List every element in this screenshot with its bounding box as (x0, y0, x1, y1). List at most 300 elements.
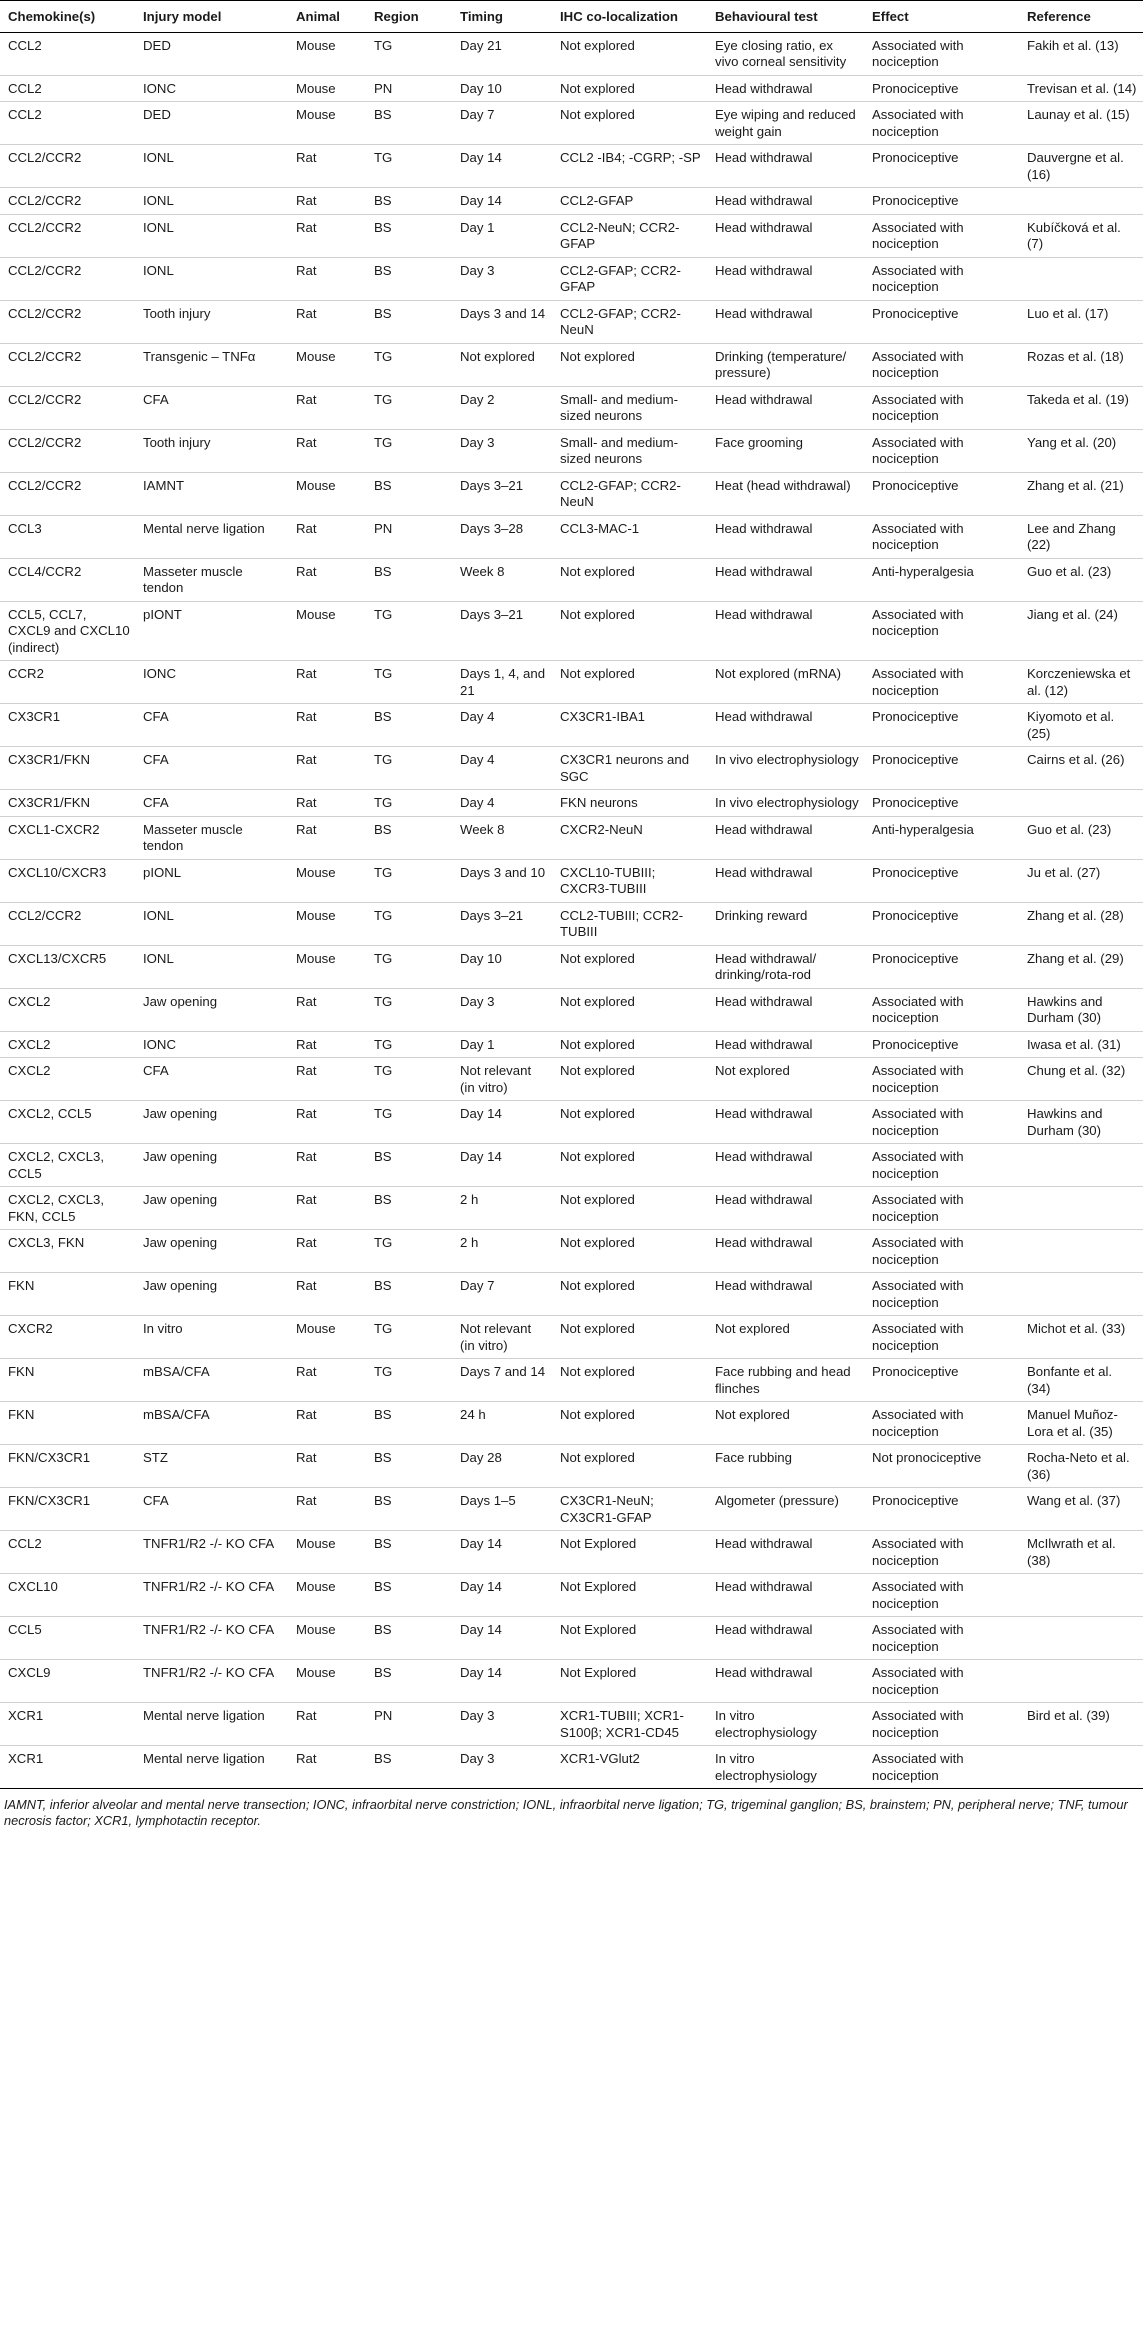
reference-cell: Kubíčková et al. (7) (1019, 214, 1143, 257)
injury-model-cell: IONL (135, 214, 288, 257)
table-row (0, 300, 1143, 343)
effect-cell: Associated with nociception (864, 429, 1019, 472)
ihc-cell: Small- and medium-sized neurons (552, 386, 707, 429)
header-timing: Timing (452, 1, 552, 33)
injury-model-cell: Jaw opening (135, 1144, 288, 1187)
reference-cell (1019, 1187, 1143, 1230)
region-cell: TG (366, 945, 452, 988)
effect-cell: Pronociceptive (864, 747, 1019, 790)
reference-cell: Manuel Muñoz-Lora et al. (35) (1019, 1402, 1143, 1445)
injury-model-cell: DED (135, 102, 288, 145)
behavioural-test-cell: Heat (head withdrawal) (707, 472, 864, 515)
ihc-cell: Not explored (552, 1273, 707, 1316)
effect-cell: Pronociceptive (864, 188, 1019, 215)
injury-model-cell: Mental nerve ligation (135, 1746, 288, 1789)
chemokine-cell: CXCL2, CXCL3, FKN, CCL5 (0, 1187, 135, 1230)
ihc-cell: Not explored (552, 1031, 707, 1058)
region-cell: TG (366, 1359, 452, 1402)
ihc-cell: Not explored (552, 1144, 707, 1187)
ihc-cell: Not explored (552, 1058, 707, 1101)
animal-cell: Mouse (288, 1574, 366, 1617)
table-row (0, 1058, 1143, 1101)
behavioural-test-cell: Drinking reward (707, 902, 864, 945)
animal-cell: Rat (288, 429, 366, 472)
behavioural-test-cell: Head withdrawal (707, 601, 864, 661)
chemokine-cell: CXCL2, CXCL3, CCL5 (0, 1144, 135, 1187)
region-cell: BS (366, 558, 452, 601)
timing-cell: Week 8 (452, 558, 552, 601)
animal-cell: Mouse (288, 902, 366, 945)
ihc-cell: FKN neurons (552, 790, 707, 817)
ihc-cell: CCL2-GFAP; CCR2-NeuN (552, 300, 707, 343)
region-cell: BS (366, 1187, 452, 1230)
ihc-cell: CCL3-MAC-1 (552, 515, 707, 558)
injury-model-cell: Jaw opening (135, 988, 288, 1031)
chemokine-cell: CXCR2 (0, 1316, 135, 1359)
table-row (0, 145, 1143, 188)
injury-model-cell: Mental nerve ligation (135, 1703, 288, 1746)
behavioural-test-cell: Face rubbing (707, 1445, 864, 1488)
injury-model-cell: Jaw opening (135, 1273, 288, 1316)
ihc-cell: Not explored (552, 1101, 707, 1144)
timing-cell: Day 7 (452, 1273, 552, 1316)
effect-cell: Associated with nociception (864, 1402, 1019, 1445)
ihc-cell: CCL2-GFAP (552, 188, 707, 215)
ihc-cell: Not explored (552, 601, 707, 661)
region-cell: BS (366, 1445, 452, 1488)
chemokine-cell: CCL2/CCR2 (0, 472, 135, 515)
reference-cell (1019, 1574, 1143, 1617)
injury-model-cell: TNFR1/R2 -/- KO CFA (135, 1617, 288, 1660)
timing-cell: Day 14 (452, 1617, 552, 1660)
table-row (0, 902, 1143, 945)
chemokine-cell: CCL2/CCR2 (0, 145, 135, 188)
chemokine-cell: CCL2/CCR2 (0, 343, 135, 386)
region-cell: BS (366, 102, 452, 145)
table-row (0, 859, 1143, 902)
effect-cell: Associated with nociception (864, 102, 1019, 145)
ihc-cell: CX3CR1 neurons and SGC (552, 747, 707, 790)
injury-model-cell: Transgenic – TNFα (135, 343, 288, 386)
ihc-cell: Not explored (552, 75, 707, 102)
ihc-cell: Not explored (552, 32, 707, 75)
reference-cell: Iwasa et al. (31) (1019, 1031, 1143, 1058)
table-row (0, 1144, 1143, 1187)
animal-cell: Rat (288, 515, 366, 558)
ihc-cell: Not explored (552, 1316, 707, 1359)
timing-cell: Days 1–5 (452, 1488, 552, 1531)
region-cell: BS (366, 704, 452, 747)
timing-cell: Days 3–21 (452, 472, 552, 515)
animal-cell: Rat (288, 1402, 366, 1445)
animal-cell: Rat (288, 790, 366, 817)
timing-cell: 24 h (452, 1402, 552, 1445)
effect-cell: Pronociceptive (864, 859, 1019, 902)
injury-model-cell: IAMNT (135, 472, 288, 515)
region-cell: PN (366, 515, 452, 558)
reference-cell: Chung et al. (32) (1019, 1058, 1143, 1101)
behavioural-test-cell: Head withdrawal (707, 75, 864, 102)
region-cell: BS (366, 1488, 452, 1531)
ihc-cell: Not explored (552, 1402, 707, 1445)
reference-cell: Korczeniewska et al. (12) (1019, 661, 1143, 704)
chemokine-cell: CXCL10/CXCR3 (0, 859, 135, 902)
region-cell: BS (366, 214, 452, 257)
injury-model-cell: IONL (135, 145, 288, 188)
table-row (0, 75, 1143, 102)
header-reference: Reference (1019, 1, 1143, 33)
reference-cell: Wang et al. (37) (1019, 1488, 1143, 1531)
behavioural-test-cell: Head withdrawal (707, 188, 864, 215)
region-cell: TG (366, 145, 452, 188)
animal-cell: Mouse (288, 601, 366, 661)
region-cell: BS (366, 1660, 452, 1703)
injury-model-cell: mBSA/CFA (135, 1402, 288, 1445)
region-cell: TG (366, 790, 452, 817)
reference-cell (1019, 1144, 1143, 1187)
chemokine-cell: CCL2 (0, 75, 135, 102)
chemokine-cell: CCL5, CCL7, CXCL9 and CXCL10 (indirect) (0, 601, 135, 661)
table-row (0, 343, 1143, 386)
ihc-cell: CCL2-GFAP; CCR2-GFAP (552, 257, 707, 300)
table-row (0, 32, 1143, 75)
ihc-cell: CX3CR1-IBA1 (552, 704, 707, 747)
effect-cell: Pronociceptive (864, 300, 1019, 343)
reference-cell: Kiyomoto et al. (25) (1019, 704, 1143, 747)
timing-cell: Not relevant (in vitro) (452, 1316, 552, 1359)
behavioural-test-cell: Head withdrawal (707, 257, 864, 300)
region-cell: TG (366, 1058, 452, 1101)
animal-cell: Rat (288, 1144, 366, 1187)
timing-cell: 2 h (452, 1187, 552, 1230)
animal-cell: Rat (288, 1187, 366, 1230)
animal-cell: Rat (288, 661, 366, 704)
header-effect: Effect (864, 1, 1019, 33)
reference-cell (1019, 257, 1143, 300)
timing-cell: Days 3 and 10 (452, 859, 552, 902)
reference-cell (1019, 1230, 1143, 1273)
animal-cell: Mouse (288, 472, 366, 515)
animal-cell: Rat (288, 1230, 366, 1273)
injury-model-cell: IONC (135, 661, 288, 704)
effect-cell: Pronociceptive (864, 145, 1019, 188)
table-row (0, 515, 1143, 558)
behavioural-test-cell: Head withdrawal (707, 300, 864, 343)
injury-model-cell: In vitro (135, 1316, 288, 1359)
behavioural-test-cell: Not explored (707, 1058, 864, 1101)
behavioural-test-cell: Face grooming (707, 429, 864, 472)
region-cell: TG (366, 1230, 452, 1273)
table-row (0, 1488, 1143, 1531)
injury-model-cell: TNFR1/R2 -/- KO CFA (135, 1574, 288, 1617)
timing-cell: Not relevant (in vitro) (452, 1058, 552, 1101)
injury-model-cell: CFA (135, 386, 288, 429)
timing-cell: Day 4 (452, 790, 552, 817)
timing-cell: Day 14 (452, 1660, 552, 1703)
table-row (0, 257, 1143, 300)
behavioural-test-cell: Not explored (mRNA) (707, 661, 864, 704)
region-cell: PN (366, 75, 452, 102)
region-cell: BS (366, 472, 452, 515)
header-animal: Animal (288, 1, 366, 33)
effect-cell: Associated with nociception (864, 386, 1019, 429)
chemokine-cell: FKN (0, 1359, 135, 1402)
effect-cell: Associated with nociception (864, 1531, 1019, 1574)
reference-cell: Guo et al. (23) (1019, 558, 1143, 601)
header-region: Region (366, 1, 452, 33)
timing-cell: Day 10 (452, 945, 552, 988)
behavioural-test-cell: Head withdrawal (707, 1101, 864, 1144)
timing-cell: Day 3 (452, 257, 552, 300)
animal-cell: Rat (288, 1101, 366, 1144)
chemokine-cell: CX3CR1 (0, 704, 135, 747)
reference-cell: Ju et al. (27) (1019, 859, 1143, 902)
timing-cell: Day 14 (452, 1531, 552, 1574)
ihc-cell: Not Explored (552, 1531, 707, 1574)
region-cell: PN (366, 1703, 452, 1746)
region-cell: BS (366, 1617, 452, 1660)
effect-cell: Associated with nociception (864, 1101, 1019, 1144)
chemokine-cell: CCL2/CCR2 (0, 214, 135, 257)
table-row (0, 747, 1143, 790)
animal-cell: Rat (288, 1488, 366, 1531)
reference-cell: Rozas et al. (18) (1019, 343, 1143, 386)
ihc-cell: Not Explored (552, 1617, 707, 1660)
ihc-cell: Not explored (552, 1187, 707, 1230)
ihc-cell: Not Explored (552, 1660, 707, 1703)
ihc-cell: Not explored (552, 1445, 707, 1488)
timing-cell: Day 2 (452, 386, 552, 429)
timing-cell: Days 3–28 (452, 515, 552, 558)
effect-cell: Associated with nociception (864, 515, 1019, 558)
animal-cell: Mouse (288, 859, 366, 902)
injury-model-cell: CFA (135, 1488, 288, 1531)
timing-cell: Day 14 (452, 145, 552, 188)
behavioural-test-cell: Head withdrawal/ drinking/rota-rod (707, 945, 864, 988)
animal-cell: Rat (288, 214, 366, 257)
behavioural-test-cell: Algometer (pressure) (707, 1488, 864, 1531)
animal-cell: Mouse (288, 1617, 366, 1660)
animal-cell: Mouse (288, 75, 366, 102)
injury-model-cell: Mental nerve ligation (135, 515, 288, 558)
table-row (0, 386, 1143, 429)
reference-cell: Bird et al. (39) (1019, 1703, 1143, 1746)
timing-cell: Days 3 and 14 (452, 300, 552, 343)
reference-cell: Lee and Zhang (22) (1019, 515, 1143, 558)
injury-model-cell: CFA (135, 704, 288, 747)
table-row (0, 601, 1143, 661)
table-row (0, 1230, 1143, 1273)
chemokine-cell: CCL2 (0, 32, 135, 75)
injury-model-cell: Jaw opening (135, 1101, 288, 1144)
reference-cell: Trevisan et al. (14) (1019, 75, 1143, 102)
injury-model-cell: IONL (135, 188, 288, 215)
region-cell: BS (366, 300, 452, 343)
behavioural-test-cell: Head withdrawal (707, 1273, 864, 1316)
behavioural-test-cell: Head withdrawal (707, 1531, 864, 1574)
region-cell: TG (366, 661, 452, 704)
ihc-cell: CCL2-GFAP; CCR2-NeuN (552, 472, 707, 515)
animal-cell: Rat (288, 816, 366, 859)
effect-cell: Associated with nociception (864, 32, 1019, 75)
injury-model-cell: mBSA/CFA (135, 1359, 288, 1402)
animal-cell: Rat (288, 1746, 366, 1789)
chemokine-cell: CCL2/CCR2 (0, 300, 135, 343)
behavioural-test-cell: Head withdrawal (707, 1574, 864, 1617)
timing-cell: Day 7 (452, 102, 552, 145)
table-footnote: IAMNT, inferior alveolar and mental nerve transection; IONC, infraorbital nerve constriction; IONL, infraorbital nerve ligation; TG, trigeminal ganglion; BS, brainstem; PN, peripheral nerve; TNF, tumour necrosis factor; XCR1, lymphotactin receptor. (4, 1797, 1128, 1828)
behavioural-test-cell: Head withdrawal (707, 558, 864, 601)
behavioural-test-cell: Eye wiping and reduced weight gain (707, 102, 864, 145)
injury-model-cell: pIONL (135, 859, 288, 902)
animal-cell: Rat (288, 1445, 366, 1488)
ihc-cell: Not explored (552, 343, 707, 386)
animal-cell: Rat (288, 1031, 366, 1058)
table-row (0, 945, 1143, 988)
chemokine-cell: FKN/CX3CR1 (0, 1488, 135, 1531)
injury-model-cell: CFA (135, 1058, 288, 1101)
chemokine-cell: CCL3 (0, 515, 135, 558)
injury-model-cell: IONL (135, 945, 288, 988)
chemokine-cell: CCR2 (0, 661, 135, 704)
reference-cell: Rocha-Neto et al. (36) (1019, 1445, 1143, 1488)
timing-cell: Days 3–21 (452, 601, 552, 661)
reference-cell: Zhang et al. (28) (1019, 902, 1143, 945)
timing-cell: Day 1 (452, 214, 552, 257)
animal-cell: Rat (288, 1058, 366, 1101)
behavioural-test-cell: Head withdrawal (707, 1230, 864, 1273)
region-cell: BS (366, 1574, 452, 1617)
behavioural-test-cell: Head withdrawal (707, 1187, 864, 1230)
table-row (0, 1316, 1143, 1359)
injury-model-cell: DED (135, 32, 288, 75)
timing-cell: Days 7 and 14 (452, 1359, 552, 1402)
effect-cell: Associated with nociception (864, 1187, 1019, 1230)
timing-cell: Not explored (452, 343, 552, 386)
chemokine-cell: CXCL2 (0, 988, 135, 1031)
effect-cell: Pronociceptive (864, 790, 1019, 817)
ihc-cell: Not explored (552, 661, 707, 704)
reference-cell (1019, 188, 1143, 215)
effect-cell: Associated with nociception (864, 988, 1019, 1031)
region-cell: TG (366, 343, 452, 386)
effect-cell: Associated with nociception (864, 1230, 1019, 1273)
behavioural-test-cell: Head withdrawal (707, 1660, 864, 1703)
region-cell: TG (366, 747, 452, 790)
table-row (0, 1746, 1143, 1789)
animal-cell: Rat (288, 558, 366, 601)
reference-cell: Hawkins and Durham (30) (1019, 988, 1143, 1031)
reference-cell: Zhang et al. (29) (1019, 945, 1143, 988)
effect-cell: Not pronociceptive (864, 1445, 1019, 1488)
effect-cell: Pronociceptive (864, 1031, 1019, 1058)
reference-cell (1019, 1273, 1143, 1316)
timing-cell: Day 3 (452, 1703, 552, 1746)
region-cell: BS (366, 1144, 452, 1187)
ihc-cell: Not explored (552, 1359, 707, 1402)
effect-cell: Anti-hyperalgesia (864, 558, 1019, 601)
animal-cell: Rat (288, 747, 366, 790)
behavioural-test-cell: Head withdrawal (707, 704, 864, 747)
timing-cell: Day 28 (452, 1445, 552, 1488)
table-row (0, 1445, 1143, 1488)
timing-cell: Day 14 (452, 1101, 552, 1144)
region-cell: TG (366, 601, 452, 661)
ihc-cell: XCR1-TUBIII; XCR1-S100β; XCR1-CD45 (552, 1703, 707, 1746)
injury-model-cell: pIONT (135, 601, 288, 661)
region-cell: BS (366, 1402, 452, 1445)
ihc-cell: Not explored (552, 102, 707, 145)
reference-cell: Dauvergne et al. (16) (1019, 145, 1143, 188)
reference-cell: Zhang et al. (21) (1019, 472, 1143, 515)
behavioural-test-cell: Head withdrawal (707, 816, 864, 859)
chemokine-cell: CX3CR1/FKN (0, 747, 135, 790)
behavioural-test-cell: Head withdrawal (707, 214, 864, 257)
ihc-cell: Not explored (552, 945, 707, 988)
header-behavioural-test: Behavioural test (707, 1, 864, 33)
timing-cell: Day 14 (452, 1144, 552, 1187)
table-row (0, 1359, 1143, 1402)
timing-cell: Day 3 (452, 1746, 552, 1789)
effect-cell: Pronociceptive (864, 1359, 1019, 1402)
effect-cell: Pronociceptive (864, 902, 1019, 945)
behavioural-test-cell: Head withdrawal (707, 1144, 864, 1187)
region-cell: TG (366, 1101, 452, 1144)
table-row (0, 661, 1143, 704)
timing-cell: Days 1, 4, and 21 (452, 661, 552, 704)
chemokine-cell: CCL2 (0, 102, 135, 145)
animal-cell: Mouse (288, 32, 366, 75)
behavioural-test-cell: Not explored (707, 1402, 864, 1445)
animal-cell: Mouse (288, 1316, 366, 1359)
reference-cell: Cairns et al. (26) (1019, 747, 1143, 790)
effect-cell: Associated with nociception (864, 1703, 1019, 1746)
effect-cell: Associated with nociception (864, 214, 1019, 257)
table-row (0, 558, 1143, 601)
injury-model-cell: Tooth injury (135, 300, 288, 343)
ihc-cell: CCL2-TUBIII; CCR2-TUBIII (552, 902, 707, 945)
animal-cell: Rat (288, 257, 366, 300)
animal-cell: Rat (288, 300, 366, 343)
behavioural-test-cell: In vivo electrophysiology (707, 747, 864, 790)
table-row (0, 1660, 1143, 1703)
ihc-cell: XCR1-VGlut2 (552, 1746, 707, 1789)
effect-cell: Pronociceptive (864, 704, 1019, 747)
animal-cell: Rat (288, 1273, 366, 1316)
chemokine-cell: CCL2/CCR2 (0, 429, 135, 472)
ihc-cell: Not explored (552, 988, 707, 1031)
timing-cell: 2 h (452, 1230, 552, 1273)
table-body (0, 32, 1143, 1789)
behavioural-test-cell: Head withdrawal (707, 386, 864, 429)
timing-cell: Day 21 (452, 32, 552, 75)
reference-cell: Guo et al. (23) (1019, 816, 1143, 859)
region-cell: TG (366, 429, 452, 472)
effect-cell: Associated with nociception (864, 1316, 1019, 1359)
behavioural-test-cell: Eye closing ratio, ex vivo corneal sensitivity (707, 32, 864, 75)
reference-cell (1019, 1746, 1143, 1789)
chemokine-cell: FKN (0, 1402, 135, 1445)
animal-cell: Rat (288, 1359, 366, 1402)
injury-model-cell: TNFR1/R2 -/- KO CFA (135, 1660, 288, 1703)
chemokine-cell: FKN (0, 1273, 135, 1316)
animal-cell: Mouse (288, 1660, 366, 1703)
chemokine-cell: CCL2/CCR2 (0, 188, 135, 215)
region-cell: TG (366, 988, 452, 1031)
chemokine-cell: CXCL2 (0, 1031, 135, 1058)
region-cell: BS (366, 816, 452, 859)
chemokine-cell: CXCL9 (0, 1660, 135, 1703)
